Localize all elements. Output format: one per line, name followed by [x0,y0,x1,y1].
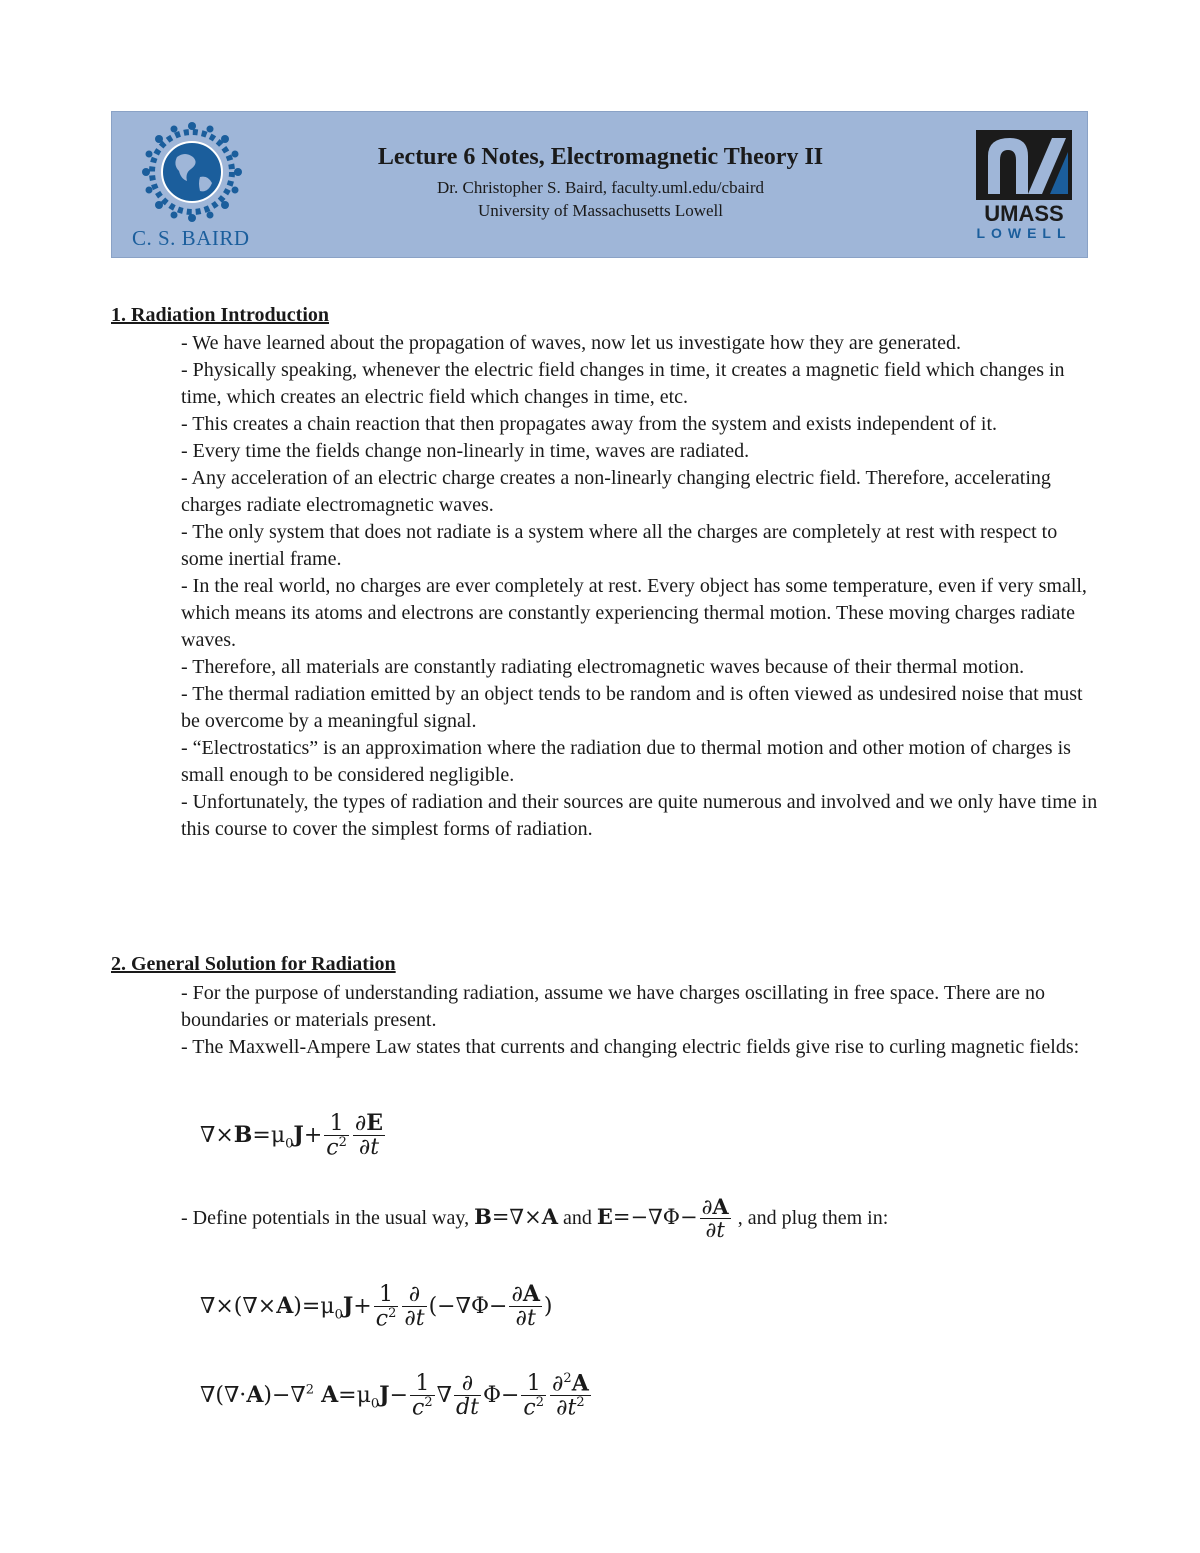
define-text-and: and [562,1207,592,1230]
paragraph: - The Maxwell-Ampere Law states that currents and changing electric fields give rise to curling magnetic fields: [181,1036,1080,1058]
umass-emblem-icon [976,130,1072,200]
paragraph: - In the real world, no charges are ever completely at rest. Every object has some temperature, even if very small, which means its atoms and electrons are constantly experiencing thermal motion. These moving charges radiate waves. [181,575,1087,651]
paragraph: - We have learned about the propagation of waves, now let us investigate how they are generated. [181,332,961,354]
logo-left-text: C. S. BAIRD [132,226,250,250]
paragraph: - Every time the fields change non-linearly in time, waves are radiated. [181,440,750,462]
umass-wordmark: UMASS [984,201,1064,226]
define-text-before: - Define potentials in the usual way, [181,1207,470,1230]
lowell-wordmark: LOWELL [976,225,1072,241]
author-line: Dr. Christopher S. Baird, faculty.uml.edu/cbaird [436,178,765,197]
equation-e-def: E=−∇Φ− $\frac{\partial A}{\partial t}$ [596,1194,729,1243]
equation-maxwell-ampere: $\nabla\times B=\mu_0J+$ $\frac{1}{c^2}$ $\frac{\partial E}{\partial t}$ [200,1110,384,1161]
document-title: Lecture 6 Notes, Electromagnetic Theory II [377,144,824,170]
paragraph: - Physically speaking, whenever the electric field changes in time, it creates a magnetic field which changes in time, which creates an electric field which changes in time, etc. [181,359,1065,408]
section-heading-radiation-introduction: 1. Radiation Introduction [111,304,330,326]
equation-gradient-divergence: ∇(∇·A)−∇$^2$ $A=\mu_0J-$ $\frac{1}{c^2}$ ∇ $\frac{\partial}{dt}$ Φ− $\frac{1}{c^2}$ $\frac{\partial^2A}{\partial t^2}$ [200,1370,589,1421]
paragraph: - Therefore, all materials are constantly radiating electromagnetic waves because of their thermal motion. [181,656,1025,678]
section-1-body [181,330,1101,843]
paragraph: - The thermal radiation emitted by an object tends to be random and is often viewed as undesired noise that must be overcome by a meaningful signal. [181,683,1083,732]
equation-curl-curl-a: $\nabla\times(\nabla\times A)=\mu_0J+$ $\frac{1}{c^2}$ $\frac{\partial}{\partial t}$ (−∇Φ− $\frac{\partial A}{\partial t}$ ) [200,1281,553,1332]
paragraph: - For the purpose of understanding radiation, assume we have charges oscillating in free space. There are no boundaries or materials present. [181,982,1045,1031]
equation-b-def: B=∇×A [474,1204,558,1230]
paragraph: - Any acceleration of an electric charge creates a non-linearly changing electric field. Therefore, accelerating charges radiate electromagnetic waves. [181,467,1051,516]
section-heading-general-solution: 2. General Solution for Radiation [111,953,396,975]
paragraph: - Unfortunately, the types of radiation and their sources are quite numerous and involved and we only have time in this course to cover the simplest forms of radiation. [181,791,1098,840]
header-banner [111,111,1088,258]
define-potentials-line [181,1196,888,1241]
umass-lowell-logo [976,130,1072,242]
define-text-after: , and plug them in: [737,1207,889,1230]
paragraph: - “Electrostatics” is an approximation where the radiation due to thermal motion and other motion of charges is small enough to be considered negligible. [181,737,1071,786]
section-2-body [181,980,1101,1061]
institution-line: University of Massachusetts Lowell [477,201,724,220]
paragraph: - This creates a chain reaction that then propagates away from the system and exists independent of it. [181,413,998,435]
paragraph: - The only system that does not radiate is a system where all the charges are completely at rest with respect to some inertial frame. [181,521,1058,570]
